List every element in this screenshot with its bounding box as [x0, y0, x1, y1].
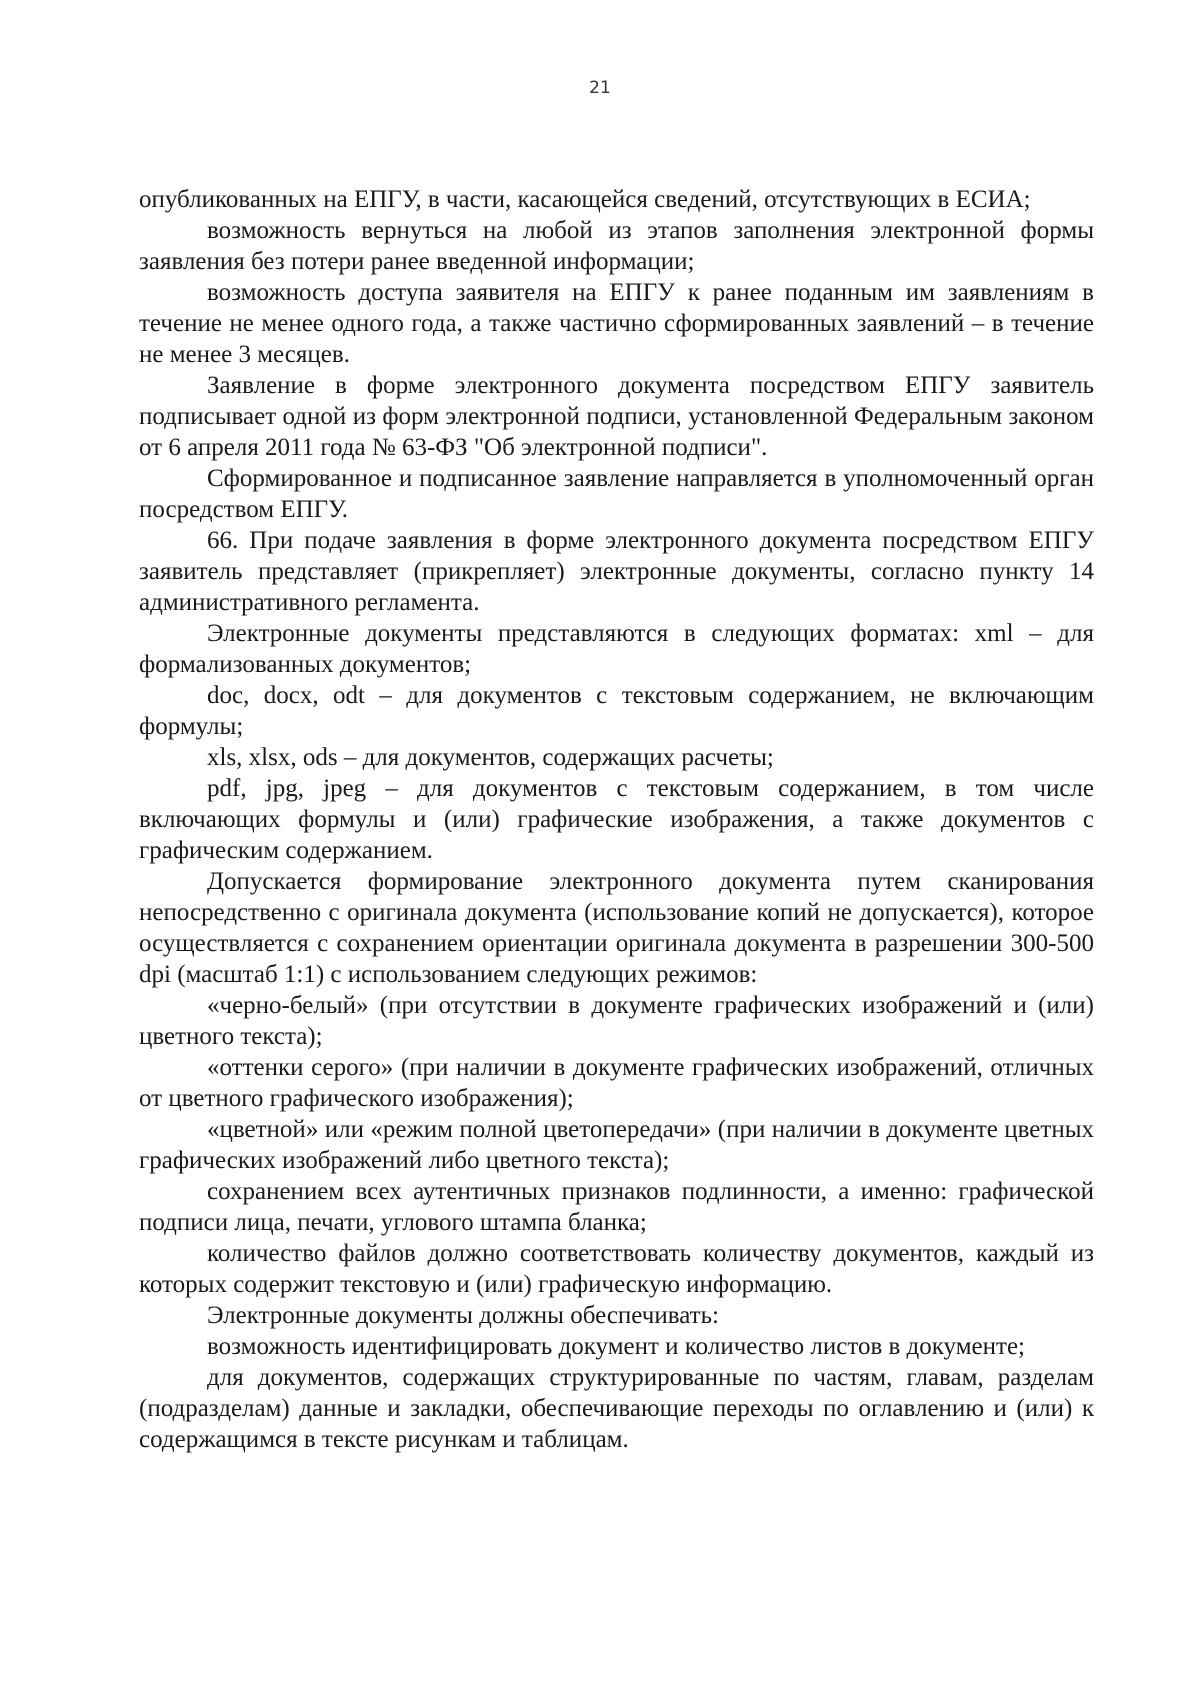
paragraph: опубликованных на ЕПГУ, в части, касающейся сведений, отсутствующих в ЕСИА; — [139, 186, 1031, 213]
paragraph: Допускается формирование электронного документа путем сканирования непосредственно с оригинала документа (использование копий не допускается), которое осуществляется с сохранением ориентации оригинала документа в разрешении 300-500 dpi (масштаб 1:1) с использованием следующих режимов: — [139, 868, 1094, 988]
paragraph: Электронные документы должны обеспечивать: — [207, 1302, 719, 1329]
paragraph: Сформированное и подписанное заявление направляется в уполномоченный орган посредством ЕПГУ. — [139, 465, 1094, 523]
paragraph: для документов, содержащих структурированные по частям, главам, разделам (подразделам) данные и закладки, обеспечивающие переходы по оглавлению и (или) к содержащимся в тексте рисункам и таблицам. — [139, 1364, 1094, 1453]
paragraph: «оттенки серого» (при наличии в документе графических изображений, отличных от цветного графического изображения); — [139, 1054, 1094, 1112]
paragraph: «цветной» или «режим полной цветопередачи» (при наличии в документе цветных графических изображений либо цветного текста); — [139, 1116, 1094, 1174]
paragraph: pdf, jpg, jpeg – для документов с текстовым содержанием, в том числе включающих формулы и (или) графические изображения, а также документов с графическим содержанием. — [139, 775, 1094, 864]
paragraph: doc, docx, odt – для документов с текстовым содержанием, не включающим формулы; — [139, 682, 1094, 740]
paragraph: сохранением всех аутентичных признаков подлинности, а именно: графической подписи лица, печати, углового штампа бланка; — [139, 1178, 1094, 1236]
paragraph: количество файлов должно соответствовать количеству документов, каждый из которых содержит текстовую и (или) графическую информацию. — [139, 1240, 1094, 1298]
paragraph: возможность вернуться на любой из этапов заполнения электронной формы заявления без потери ранее введенной информации; — [139, 217, 1094, 275]
paragraph: «черно-белый» (при отсутствии в документе графических изображений и (или) цветного текста); — [139, 992, 1094, 1050]
page-number: 21 — [589, 78, 611, 98]
paragraph: Заявление в форме электронного документа посредством ЕПГУ заявитель подписывает одной из форм электронной подписи, установленной Федеральным законом от 6 апреля 2011 года № 63-ФЗ "Об электронной подписи". — [139, 372, 1094, 461]
paragraph: xls, xlsx, ods – для документов, содержащих расчеты; — [207, 744, 774, 771]
paragraph: возможность доступа заявителя на ЕПГУ к ранее поданным им заявлениям в течение не менее одного года, а также частично сформированных заявлений – в течение не менее 3 месяцев. — [139, 279, 1094, 368]
paragraph: Электронные документы представляются в следующих форматах: xml – для формализованных документов; — [139, 620, 1094, 678]
paragraph-numbered-66: 66. При подаче заявления в форме электронного документа посредством ЕПГУ заявитель представляет (прикрепляет) электронные документы, согласно пункту 14 административного регламента. — [139, 527, 1094, 616]
paragraph: возможность идентифицировать документ и количество листов в документе; — [207, 1333, 1025, 1360]
document-body — [139, 184, 1094, 1455]
